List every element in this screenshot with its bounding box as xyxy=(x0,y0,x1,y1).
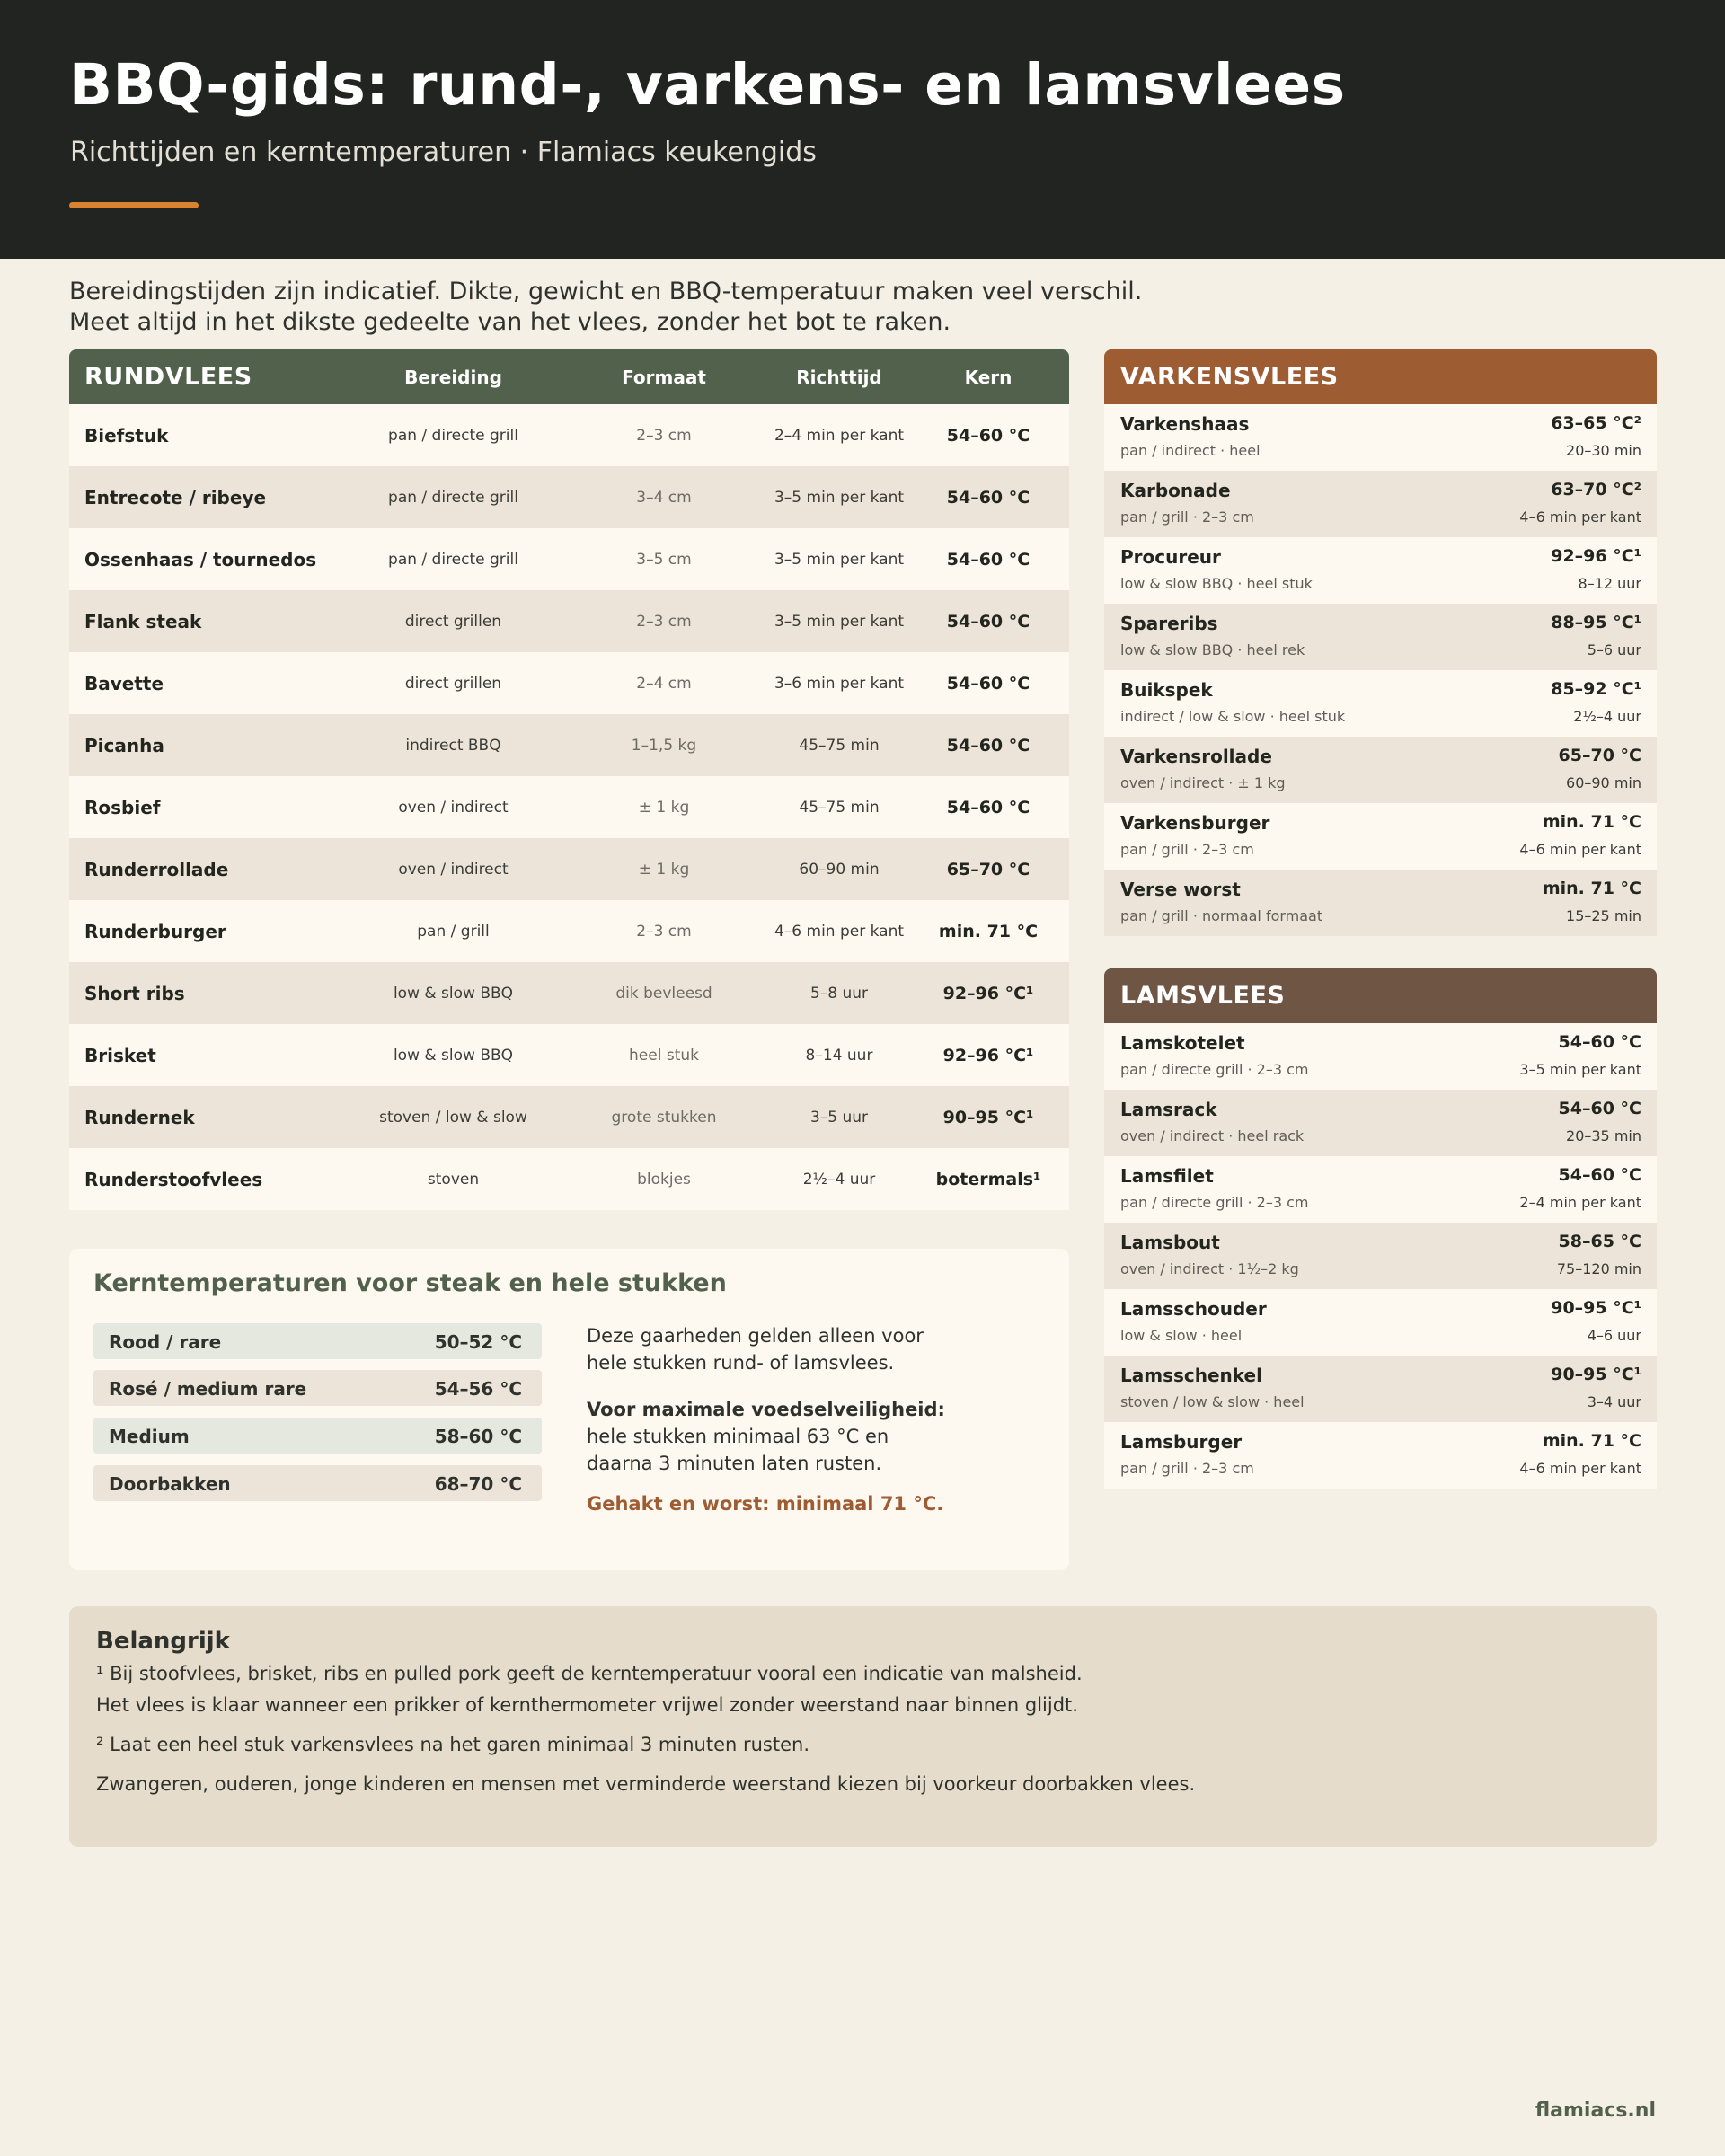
item-core-temp: 90–95 °C¹ xyxy=(1551,1298,1641,1318)
item-core-temp: 92–96 °C¹ xyxy=(1551,546,1641,566)
item-core-temp: min. 71 °C xyxy=(1542,879,1641,898)
item-method: pan / grill · 2–3 cm xyxy=(1120,1460,1254,1477)
beef-table-body xyxy=(69,404,1069,1210)
table-row xyxy=(69,1024,1069,1086)
column-header-size: Formaat xyxy=(622,366,706,388)
doneness-label: Rosé / medium rare xyxy=(109,1378,307,1400)
row-core-temp: 54–60 °C xyxy=(946,735,1031,755)
doneness-label: Doorbakken xyxy=(109,1473,231,1495)
item-name: Lamsschouder xyxy=(1120,1298,1267,1320)
row-prep: pan / directe grill xyxy=(388,426,518,445)
row-size: 2–3 cm xyxy=(636,922,692,941)
table-row xyxy=(69,1148,1069,1210)
row-time: 3–5 uur xyxy=(809,1108,869,1127)
row-size: ± 1 kg xyxy=(638,860,690,879)
row-name: Rosbief xyxy=(84,796,161,818)
table-row xyxy=(69,590,1069,652)
item-name: Lamskotelet xyxy=(1120,1032,1245,1054)
item-name: Varkensburger xyxy=(1120,812,1270,834)
lamb-list xyxy=(1104,1023,1657,1489)
important-line: ² Laat een heel stuk varkensvlees na het garen minimaal 3 minuten rusten. xyxy=(96,1734,809,1755)
row-time: 2½–4 uur xyxy=(802,1170,876,1188)
table-row xyxy=(69,404,1069,466)
row-prep: pan / directe grill xyxy=(388,550,518,569)
item-core-temp: min. 71 °C xyxy=(1542,812,1641,832)
doneness-value: 68–70 °C xyxy=(434,1473,522,1495)
table-row xyxy=(69,528,1069,590)
safety-heading: Voor maximale voedselveiligheid: xyxy=(587,1399,945,1420)
item-core-temp: 65–70 °C xyxy=(1558,746,1641,765)
item-time: 2½–4 uur xyxy=(1573,708,1641,725)
list-item xyxy=(1104,604,1657,670)
row-size: 3–5 cm xyxy=(636,550,692,569)
doneness-label: Medium xyxy=(109,1426,190,1447)
list-item xyxy=(1104,1090,1657,1156)
doneness-item xyxy=(93,1323,542,1359)
list-item xyxy=(1104,737,1657,803)
row-size: 2–4 cm xyxy=(636,674,692,693)
table-row xyxy=(69,838,1069,900)
footer-site: flamiacs.nl xyxy=(1535,2099,1656,2122)
item-name: Karbonade xyxy=(1120,480,1231,501)
row-name: Brisket xyxy=(84,1044,156,1066)
doneness-value: 58–60 °C xyxy=(434,1426,522,1447)
row-prep: direct grillen xyxy=(404,612,502,631)
item-name: Procureur xyxy=(1120,546,1221,568)
item-method: oven / indirect · ± 1 kg xyxy=(1120,774,1286,791)
item-core-temp: 63–65 °C² xyxy=(1551,413,1641,433)
row-time: 2–4 min per kant xyxy=(774,426,905,445)
safety-note xyxy=(587,1396,1054,1477)
row-name: Runderburger xyxy=(84,920,226,942)
row-name: Short ribs xyxy=(84,982,185,1004)
item-time: 75–120 min xyxy=(1556,1260,1641,1277)
table-row xyxy=(69,962,1069,1024)
item-time: 5–6 uur xyxy=(1587,641,1641,658)
item-core-temp: min. 71 °C xyxy=(1542,1431,1641,1451)
item-time: 4–6 min per kant xyxy=(1519,508,1641,526)
row-time: 3–5 min per kant xyxy=(774,550,905,569)
row-prep: pan / grill xyxy=(417,922,490,941)
item-method: low & slow BBQ · heel stuk xyxy=(1120,575,1313,592)
item-name: Lamsfilet xyxy=(1120,1165,1214,1187)
row-time: 45–75 min xyxy=(799,736,880,755)
row-core-temp: 54–60 °C xyxy=(946,611,1031,632)
item-name: Lamsschenkel xyxy=(1120,1365,1262,1386)
pork-panel-title: VARKENSVLEES xyxy=(1104,349,1657,404)
row-prep: pan / directe grill xyxy=(388,488,518,507)
doneness-item xyxy=(93,1370,542,1406)
doneness-item xyxy=(93,1465,542,1501)
lamb-panel-title: LAMSVLEES xyxy=(1104,968,1657,1023)
row-name: Biefstuk xyxy=(84,424,169,446)
item-core-temp: 54–60 °C xyxy=(1558,1165,1641,1185)
list-item xyxy=(1104,1156,1657,1223)
row-time: 3–6 min per kant xyxy=(774,674,905,693)
intro-line: Bereidingstijden zijn indicatief. Dikte, gewicht en BBQ-temperatuur maken veel verschil. xyxy=(69,278,1143,305)
item-name: Lamsburger xyxy=(1120,1431,1243,1453)
list-item xyxy=(1104,1223,1657,1289)
list-item xyxy=(1104,1023,1657,1090)
item-name: Verse worst xyxy=(1120,879,1241,900)
doneness-title: Kerntemperaturen voor steak en hele stukken xyxy=(93,1269,727,1297)
list-item xyxy=(1104,1422,1657,1489)
row-core-temp: 65–70 °C xyxy=(946,859,1031,879)
row-name: Runderstoofvlees xyxy=(84,1168,263,1190)
column-header-prep: Bereiding xyxy=(404,366,502,388)
row-time: 4–6 min per kant xyxy=(774,922,905,941)
row-size: 1–1,5 kg xyxy=(631,736,697,755)
item-time: 4–6 uur xyxy=(1587,1327,1641,1344)
item-time: 3–5 min per kant xyxy=(1519,1061,1641,1078)
table-row xyxy=(69,776,1069,838)
row-time: 5–8 uur xyxy=(809,984,869,1003)
list-item xyxy=(1104,1356,1657,1422)
intro-line: Meet altijd in het dikste gedeelte van het vlees, zonder het bot te raken. xyxy=(69,308,951,336)
pork-panel xyxy=(1104,349,1657,936)
list-item xyxy=(1104,1289,1657,1356)
row-core-temp: 54–60 °C xyxy=(946,549,1031,570)
row-core-temp: 54–60 °C xyxy=(946,797,1031,817)
item-method: pan / directe grill · 2–3 cm xyxy=(1120,1061,1309,1078)
table-row xyxy=(69,900,1069,962)
column-header-core: Kern xyxy=(964,366,1013,388)
table-row xyxy=(69,652,1069,714)
safety-line: hele stukken minimaal 63 °C en xyxy=(587,1426,889,1447)
row-prep: stoven xyxy=(427,1170,480,1188)
item-method: pan / grill · 2–3 cm xyxy=(1120,841,1254,858)
row-core-temp: 92–96 °C¹ xyxy=(942,1045,1034,1065)
item-name: Lamsrack xyxy=(1120,1099,1217,1120)
item-name: Varkensrollade xyxy=(1120,746,1272,767)
important-line: Het vlees is klaar wanneer een prikker of kernthermometer vrijwel zonder weerstand naar binnen glijdt. xyxy=(96,1694,1078,1716)
row-size: grote stukken xyxy=(611,1108,717,1127)
item-method: low & slow BBQ · heel rek xyxy=(1120,641,1305,658)
beef-table-header xyxy=(69,349,1069,404)
list-item xyxy=(1104,537,1657,604)
row-core-temp: 92–96 °C¹ xyxy=(942,983,1034,1003)
beef-table-title: RUNDVLEES xyxy=(84,363,252,391)
row-size: 2–3 cm xyxy=(636,426,692,445)
item-core-temp: 90–95 °C¹ xyxy=(1551,1365,1641,1384)
table-row xyxy=(69,466,1069,528)
list-item xyxy=(1104,404,1657,471)
important-line: ¹ Bij stoofvlees, brisket, ribs en pulled pork geeft de kerntemperatuur vooral een indicatie van malsheid. xyxy=(96,1663,1083,1684)
list-item xyxy=(1104,670,1657,737)
item-method: pan / grill · 2–3 cm xyxy=(1120,508,1254,526)
row-size: 3–4 cm xyxy=(636,488,692,507)
row-name: Entrecote / ribeye xyxy=(84,486,267,508)
item-time: 60–90 min xyxy=(1566,774,1641,791)
item-core-temp: 85–92 °C¹ xyxy=(1551,679,1641,699)
list-item xyxy=(1104,870,1657,936)
item-time: 20–30 min xyxy=(1566,442,1641,459)
row-time: 8–14 uur xyxy=(805,1046,873,1065)
row-size: blokjes xyxy=(637,1170,691,1188)
safety-line: daarna 3 minuten laten rusten. xyxy=(587,1453,882,1474)
doneness-note-line: hele stukken rund- of lamsvlees. xyxy=(587,1352,895,1374)
row-prep: oven / indirect xyxy=(398,860,509,879)
row-prep: indirect BBQ xyxy=(405,736,501,755)
item-core-temp: 63–70 °C² xyxy=(1551,480,1641,499)
row-name: Ossenhaas / tournedos xyxy=(84,548,317,570)
table-row xyxy=(69,714,1069,776)
list-item xyxy=(1104,803,1657,870)
row-time: 3–5 min per kant xyxy=(774,488,905,507)
row-core-temp: botermals¹ xyxy=(935,1169,1041,1189)
row-name: Picanha xyxy=(84,734,164,756)
row-prep: oven / indirect xyxy=(398,798,509,817)
mince-warning: Gehakt en worst: minimaal 71 °C. xyxy=(587,1493,944,1515)
important-title: Belangrijk xyxy=(96,1628,230,1655)
row-prep: low & slow BBQ xyxy=(393,984,514,1003)
page-subtitle: Richttijden en kerntemperaturen · Flamiacs keukengids xyxy=(70,137,817,168)
item-method: oven / indirect · 1½–2 kg xyxy=(1120,1260,1299,1277)
item-time: 15–25 min xyxy=(1566,907,1641,924)
doneness-label: Rood / rare xyxy=(109,1331,222,1353)
item-method: pan / indirect · heel xyxy=(1120,442,1261,459)
page-header xyxy=(0,0,1725,259)
doneness-item xyxy=(93,1418,542,1454)
row-core-temp: 54–60 °C xyxy=(946,673,1031,694)
item-name: Varkenshaas xyxy=(1120,413,1250,435)
item-core-temp: 54–60 °C xyxy=(1558,1032,1641,1052)
item-name: Spareribs xyxy=(1120,613,1218,634)
item-name: Buikspek xyxy=(1120,679,1213,701)
column-header-time: Richttijd xyxy=(796,366,882,388)
item-method: pan / grill · normaal formaat xyxy=(1120,907,1323,924)
table-row xyxy=(69,1086,1069,1148)
item-time: 3–4 uur xyxy=(1587,1393,1641,1410)
item-time: 4–6 min per kant xyxy=(1519,841,1641,858)
item-method: oven / indirect · heel rack xyxy=(1120,1127,1305,1144)
intro-text xyxy=(69,277,1327,338)
row-core-temp: 54–60 °C xyxy=(946,425,1031,446)
important-line: Zwangeren, ouderen, jonge kinderen en mensen met verminderde weerstand kiezen bij voorkeur doorbakken vlees. xyxy=(96,1773,1196,1795)
doneness-value: 50–52 °C xyxy=(434,1331,522,1353)
item-time: 20–35 min xyxy=(1566,1127,1641,1144)
page-title: BBQ-gids: rund-, varkens- en lamsvlees xyxy=(69,52,1346,118)
item-method: low & slow · heel xyxy=(1120,1327,1243,1344)
row-size: 2–3 cm xyxy=(636,612,692,631)
row-name: Bavette xyxy=(84,672,164,694)
item-core-temp: 88–95 °C¹ xyxy=(1551,613,1641,632)
item-time: 8–12 uur xyxy=(1578,575,1641,592)
row-size: ± 1 kg xyxy=(638,798,690,817)
row-time: 3–5 min per kant xyxy=(774,612,905,631)
accent-bar xyxy=(69,202,199,208)
important-box xyxy=(69,1606,1657,1847)
doneness-note-line: Deze gaarheden gelden alleen voor xyxy=(587,1325,924,1347)
item-name: Lamsbout xyxy=(1120,1232,1220,1253)
list-item xyxy=(1104,471,1657,537)
row-time: 45–75 min xyxy=(799,798,880,817)
beef-table xyxy=(69,349,1069,1210)
row-name: Flank steak xyxy=(84,610,202,632)
row-prep: low & slow BBQ xyxy=(393,1046,514,1065)
item-method: stoven / low & slow · heel xyxy=(1120,1393,1305,1410)
item-core-temp: 54–60 °C xyxy=(1558,1099,1641,1118)
pork-list xyxy=(1104,404,1657,936)
doneness-box xyxy=(69,1249,1069,1570)
item-method: indirect / low & slow · heel stuk xyxy=(1120,708,1346,725)
lamb-panel xyxy=(1104,968,1657,1489)
item-time: 2–4 min per kant xyxy=(1519,1194,1641,1211)
row-size: dik bevleesd xyxy=(615,984,712,1003)
item-core-temp: 58–65 °C xyxy=(1558,1232,1641,1251)
row-time: 60–90 min xyxy=(799,860,880,879)
row-name: Runderrollade xyxy=(84,858,229,880)
row-size: heel stuk xyxy=(629,1046,699,1065)
doneness-note xyxy=(587,1322,1054,1376)
row-core-temp: 54–60 °C xyxy=(946,487,1031,508)
doneness-value: 54–56 °C xyxy=(434,1378,522,1400)
row-prep: stoven / low & slow xyxy=(379,1108,527,1127)
row-core-temp: min. 71 °C xyxy=(938,921,1039,941)
item-time: 4–6 min per kant xyxy=(1519,1460,1641,1477)
row-core-temp: 90–95 °C¹ xyxy=(942,1107,1034,1127)
item-method: pan / directe grill · 2–3 cm xyxy=(1120,1194,1309,1211)
row-prep: direct grillen xyxy=(404,674,502,693)
row-name: Rundernek xyxy=(84,1106,195,1128)
